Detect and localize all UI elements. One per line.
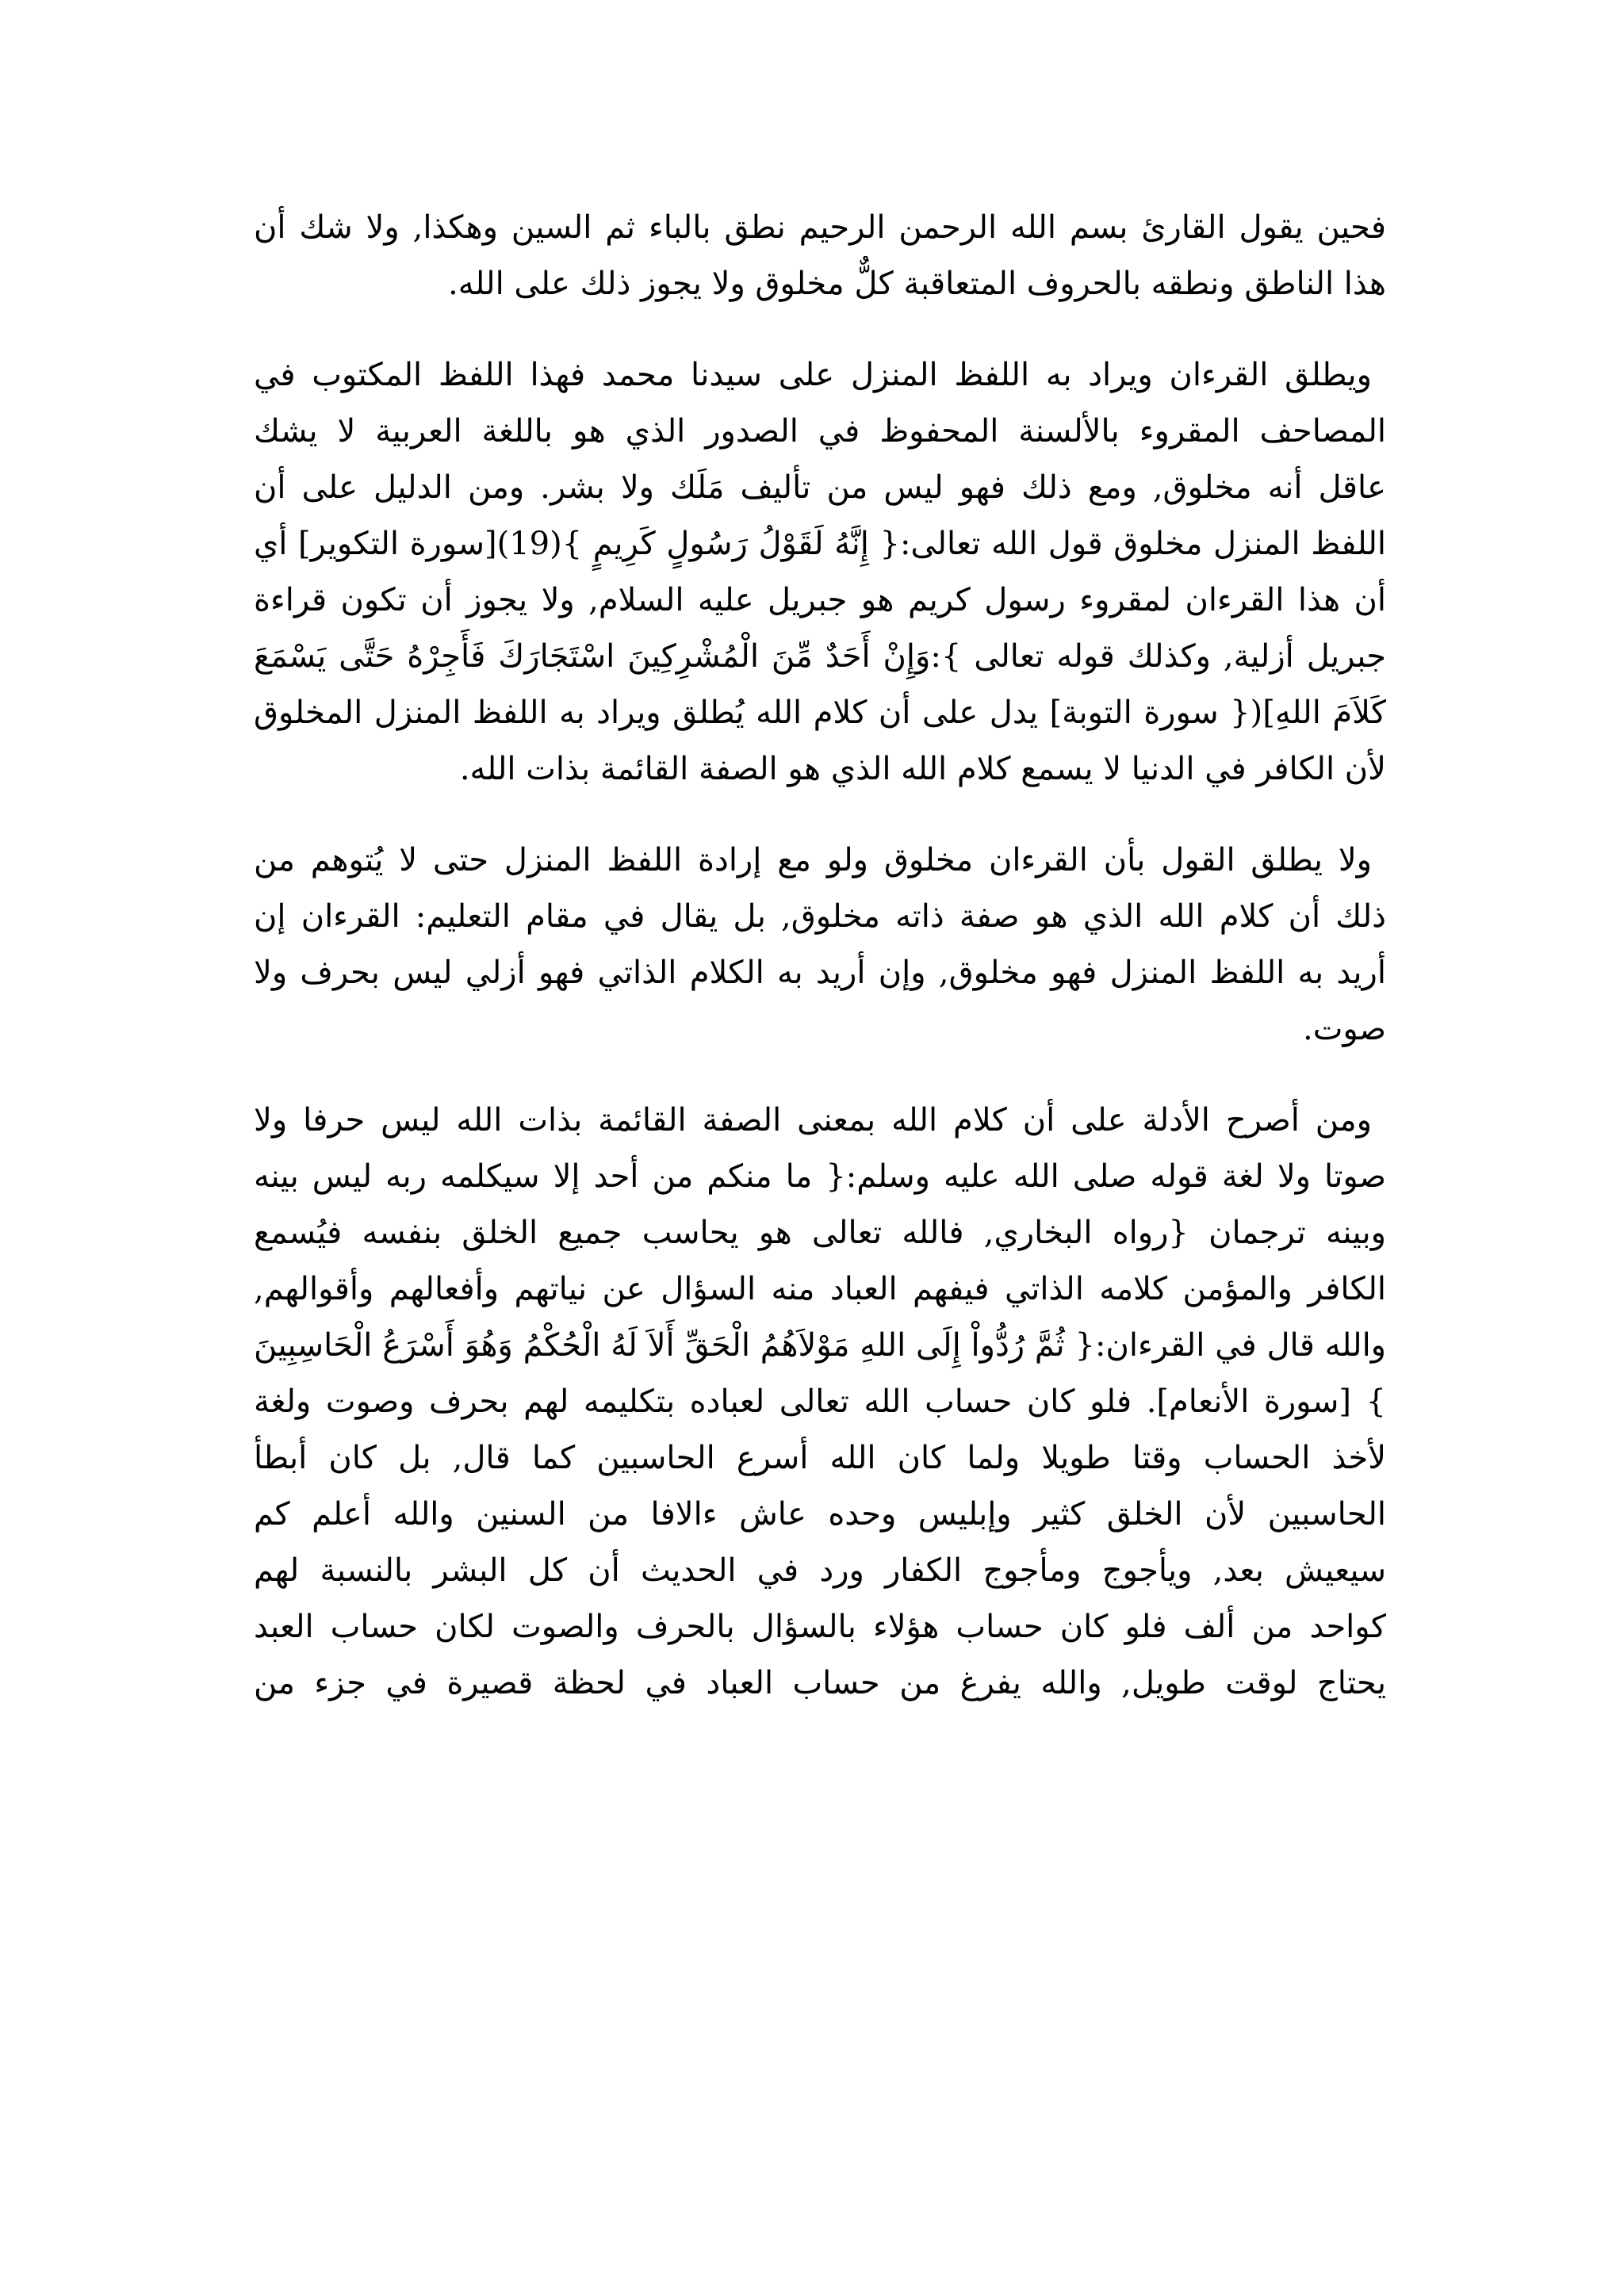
text-line: كواحد من ألف فلو كان حساب هؤلاء بالسؤال بالحرف والصوت لكان حساب العبد xyxy=(254,1609,1386,1645)
text-line: يحتاج لوقت طويل, والله يفرغ من حساب العباد في لحظة قصيرة في جزء من xyxy=(254,1665,1386,1701)
text-line: وبينه ترجمان {رواه البخاري, فالله تعالى هو يحاسب جميع الخلق بنفسه فيُسمع xyxy=(254,1215,1386,1251)
text-line: ويطلق القرءان ويراد به اللفظ المنزل على سيدنا محمد فهذا اللفظ المكتوب في xyxy=(254,357,1372,393)
text-line: ولا يطلق القول بأن القرءان مخلوق ولو مع إرادة اللفظ المنزل حتى لا يُتوهم من xyxy=(254,842,1372,878)
text-line: لأن الكافر في الدنيا لا يسمع كلام الله الذي هو الصفة القائمة بذات الله. xyxy=(459,751,1386,787)
text-line: فحين يقول القارئ بسم الله الرحمن الرحيم نطق بالباء ثم السين وهكذا, ولا شك أن xyxy=(254,209,1386,246)
paragraph-4 xyxy=(254,1093,1386,1712)
text-column xyxy=(254,200,1386,1712)
paragraph-1 xyxy=(254,200,1386,312)
text-line: سيعيش بعد, ويأجوج ومأجوج الكفار ورد في الحديث أن كل البشر بالنسبة لهم xyxy=(254,1552,1386,1589)
text-line: كَلاَمَ اللهِ]({ سورة التوبة] يدل على أن كلام الله يُطلق ويراد به اللفظ المنزل المخلوق xyxy=(254,695,1386,731)
text-line: اللفظ المنزل مخلوق قول الله تعالى:{ إِنَّهُ لَقَوْلُ رَسُولٍ كَرِيمٍ }(19)[سورة التكوير] أي xyxy=(254,526,1386,562)
text-line: صوتا ولا لغة قوله صلى الله عليه وسلم:{ ما منكم من أحد إلا سيكلمه ربه ليس بينه xyxy=(254,1158,1386,1195)
text-line: الكافر والمؤمن كلامه الذاتي فيفهم العباد منه السؤال عن نياتهم وأفعالهم وأقوالهم, xyxy=(254,1271,1386,1307)
text-line: ذلك أن كلام الله الذي هو صفة ذاته مخلوق, بل يقال في مقام التعليم: القرءان إن xyxy=(254,898,1386,935)
text-line: والله قال في القرءان:{ ثُمَّ رُدُّواْ إِلَى اللهِ مَوْلاَهُمُ الْحَقِّ أَلاَ لَهُ الْحُكْمُ وَهُوَ أَسْرَعُ الْحَاسِبِينَ xyxy=(254,1327,1386,1364)
paragraph-2 xyxy=(254,347,1386,798)
text-line: جبريل أزلية, وكذلك قوله تعالى }:وَإِنْ أَحَدٌ مِّنَ الْمُشْرِكِينَ اسْتَجَارَكَ فَأَجِرْهُ حَتَّى يَسْمَعَ xyxy=(254,638,1386,675)
text-line: أريد به اللفظ المنزل فهو مخلوق, وإن أريد به الكلام الذاتي فهو أزلي ليس بحرف ولا xyxy=(254,955,1386,991)
text-line: الحاسبين لأن الخلق كثير وإبليس وحده عاش ءالافا من السنين والله أعلم كم xyxy=(254,1496,1386,1533)
text-line: لأخذ الحساب وقتا طويلا ولما كان الله أسرع الحاسبين كما قال, بل كان أبطأ xyxy=(254,1440,1386,1476)
text-line: ومن أصرح الأدلة على أن كلام الله بمعنى الصفة القائمة بذات الله ليس حرفا ولا xyxy=(254,1102,1372,1138)
paragraph-3 xyxy=(254,832,1386,1058)
text-line: هذا الناطق ونطقه بالحروف المتعاقبة كلٌّ مخلوق ولا يجوز ذلك على الله. xyxy=(447,266,1386,302)
text-line: المصاحف المقروء بالألسنة المحفوظ في الصدور الذي هو باللغة العربية لا يشك xyxy=(254,413,1386,450)
text-line: عاقل أنه مخلوق, ومع ذلك فهو ليس من تأليف مَلَك ولا بشر. ومن الدليل على أن xyxy=(254,469,1386,506)
text-line: صوت. xyxy=(1303,1011,1386,1047)
text-line: } [سورة الأنعام]. فلو كان حساب الله تعالى لعباده بتكليمه لهم بحرف وصوت ولغة xyxy=(254,1383,1386,1420)
text-line: أن هذا القرءان لمقروء رسول كريم هو جبريل عليه السلام, ولا يجوز أن تكون قراءة xyxy=(254,582,1386,618)
